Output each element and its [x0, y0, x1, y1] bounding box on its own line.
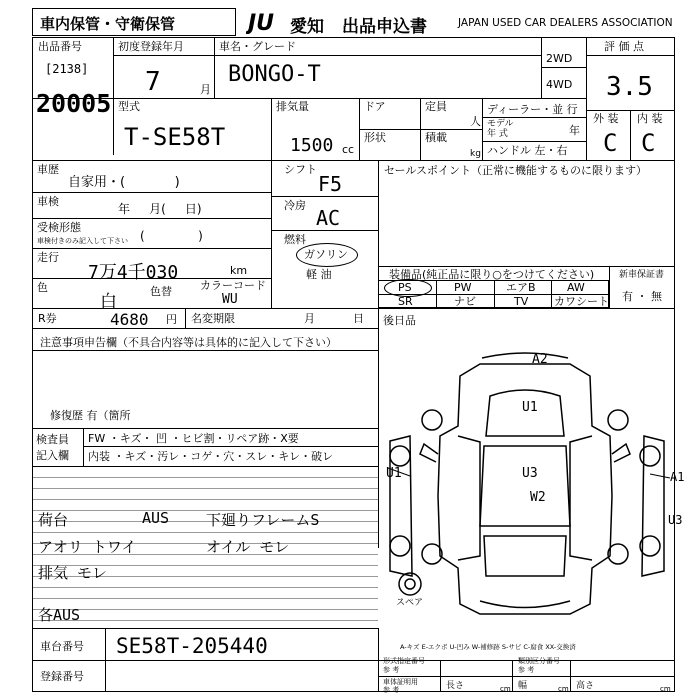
note-line-1a: 荷台: [38, 511, 69, 529]
equipment-pw: PW: [454, 281, 472, 294]
person-unit: 人: [470, 115, 481, 128]
kg-unit: kg: [470, 149, 481, 159]
ownership-change-label: 名変期限: [191, 312, 235, 325]
shift-value: F5: [318, 172, 343, 196]
load-label: 積載: [425, 131, 447, 144]
shift-label: シフト: [284, 163, 317, 176]
ju-logo: [246, 10, 292, 38]
note-line-2a: アオリ トワイ: [38, 538, 137, 556]
damage-mark-u1-top: U1: [522, 400, 538, 415]
car-name-label: 車名・グレード: [219, 40, 296, 53]
model-year-label-1: モデル: [487, 119, 514, 129]
notes-title: 注意事項申告欄（不具合内容等は具体的に記入して下さい）: [40, 336, 337, 349]
car-inspection-diagram: [380, 346, 674, 630]
shape-label: 形状: [364, 131, 386, 144]
history-value: 自家用・( ): [68, 175, 180, 190]
body-cert-ref: 参 考: [383, 686, 400, 694]
chassis-number: SE58T-205440: [116, 634, 268, 658]
car-name: BONGO-T: [228, 62, 321, 87]
length-label: 長さ: [446, 681, 465, 691]
ownership-month: 月: [304, 312, 315, 325]
first-registration-label: 初度登録年月: [118, 40, 184, 53]
note-line-1b: AUS: [142, 509, 170, 527]
equipment-sr: SR: [398, 295, 413, 308]
color-value: 白: [100, 292, 117, 312]
recycle-label: R券: [38, 312, 57, 325]
chassis-number-label: 車台番号: [40, 640, 84, 653]
equipment-navi: ナビ: [454, 295, 476, 308]
lot-bracket: [2138]: [45, 62, 89, 76]
width-cm: cm: [558, 685, 569, 693]
inspection-label: 車検: [37, 195, 59, 208]
damage-mark-u1-left: U1: [386, 466, 402, 481]
damage-mark-w2: W2: [530, 490, 546, 505]
fuel-diesel: 軽 油: [306, 268, 332, 281]
drive-4wd: 4WD: [546, 78, 573, 91]
lot-number: 20005: [36, 89, 112, 118]
lot-number-label: 出品番号: [38, 40, 82, 53]
sales-point-label: セールスポイント（正常に機能するものに限ります）: [384, 164, 648, 177]
damage-legend: A-キズ E-エクボ U-凹み W-補修跡 S-サビ C-腐食 XX-交換済: [400, 643, 576, 651]
width-label: 幅: [518, 681, 528, 691]
equipment-leather-seat: カワシート: [554, 295, 609, 308]
storage-type-title: 車内保管・守衛保管: [40, 15, 176, 33]
spare-tire-label: スペア: [396, 598, 424, 608]
warranty-value: 有 ・ 無: [622, 290, 662, 303]
displacement-value: 1500: [290, 135, 334, 156]
equipment-tv: TV: [514, 295, 529, 308]
classification-label: 類別区分番号: [518, 657, 560, 665]
damage-mark-u3-center: U3: [522, 466, 538, 481]
classification-ref: 参 考: [518, 666, 535, 674]
exterior-label: 外 装: [593, 112, 619, 125]
mileage-value: 7万4千030: [88, 262, 179, 283]
aichi-label: 愛知: [290, 17, 324, 37]
fw-row: FW ・キズ・ 凹 ・ヒビ割・リペア跡・X要: [88, 432, 299, 445]
fuel-gasoline: ガソリン: [304, 248, 348, 261]
note-line-1c: 下廻りフレームS: [206, 511, 320, 529]
displacement-label: 排気量: [276, 100, 309, 113]
cc-unit: cc: [342, 143, 355, 156]
color-label: 色: [37, 281, 48, 294]
mileage-label: 走行: [37, 251, 59, 264]
interior-row: 内装 ・キズ・汚レ・コゲ・穴・スレ・キレ・破レ: [88, 450, 334, 463]
model-year-label-2: 年 式: [487, 129, 508, 139]
km-unit: km: [230, 264, 248, 277]
yen-unit: 円: [166, 313, 177, 326]
inspection-form-value: ( ): [140, 229, 203, 243]
fuel-label: 燃料: [284, 233, 306, 246]
ac-value: AC: [316, 206, 341, 230]
equipment-ps: PS: [398, 281, 412, 294]
damage-mark-a2: A2: [532, 352, 548, 367]
equipment-label: 装備品(純正品に限り○をつけてください): [389, 268, 595, 281]
warranty-label: 新車保証書: [619, 270, 665, 280]
damage-mark-u3-right: U3: [668, 513, 683, 527]
association-name: JAPAN USED CAR DEALERS ASSOCIATION: [458, 17, 673, 29]
ju-logo-icon: [246, 10, 292, 34]
length-cm: cm: [500, 685, 511, 693]
evaluation-label: 評 価 点: [604, 40, 644, 53]
equipment-aw: AW: [567, 281, 585, 294]
repair-history-label: 修復歴 有（箇所: [50, 409, 131, 422]
dealer-label: ディーラー・並 行: [487, 103, 578, 116]
model-type-label: 型式: [118, 100, 140, 113]
form-title: 出品申込書: [342, 17, 427, 37]
equipment-airbag: エアB: [506, 281, 536, 294]
inspection-form-sub: 車検付きのみ記入して下さい: [37, 237, 128, 245]
entry-label: 記入欄: [36, 449, 69, 462]
type-designation-label: 形式指定番号: [383, 657, 425, 665]
inspection-value: 年 月( 日): [118, 202, 202, 216]
ac-label: 冷房: [284, 199, 306, 212]
registration-number-label: 登録番号: [40, 670, 84, 683]
body-cert-label: 車体証明用: [383, 678, 418, 686]
svg-text:JU: JU: [248, 11, 275, 34]
later-items-label: 後日品: [383, 314, 416, 327]
height-label: 高さ: [576, 681, 595, 691]
note-line-4: 各AUS: [38, 606, 81, 624]
damage-mark-a1-right: A1: [670, 470, 685, 484]
exterior-grade: C: [603, 129, 618, 157]
type-designation-ref: 参 考: [383, 666, 400, 674]
recycle-value: 4680: [110, 310, 149, 329]
door-label: ドア: [364, 100, 386, 113]
ownership-day: 日: [353, 312, 364, 325]
color-change-label: 色替: [150, 285, 172, 298]
car-outline-icon: [380, 346, 674, 626]
month-unit: 月: [200, 83, 211, 96]
inspection-form-label: 受検形態: [37, 221, 81, 234]
color-code-label: カラーコード: [200, 279, 266, 292]
evaluation-score: 3.5: [606, 72, 653, 102]
handle-label: ハンドル 左・右: [487, 144, 568, 157]
height-cm: cm: [660, 685, 671, 693]
color-code-value: WU: [222, 292, 238, 307]
model-type: T-SE58T: [124, 123, 226, 151]
year-unit: 年: [569, 124, 580, 137]
note-line-2b: オイル モレ: [206, 538, 290, 556]
drive-2wd: 2WD: [546, 52, 573, 65]
first-registration-month: 7: [145, 67, 161, 97]
note-line-3: 排気 モレ: [38, 564, 108, 582]
capacity-label: 定員: [425, 100, 447, 113]
interior-label: 内 装: [637, 112, 663, 125]
inspector-label: 検査員: [36, 433, 69, 446]
history-label: 車歴: [37, 163, 59, 176]
interior-grade: C: [641, 129, 656, 157]
